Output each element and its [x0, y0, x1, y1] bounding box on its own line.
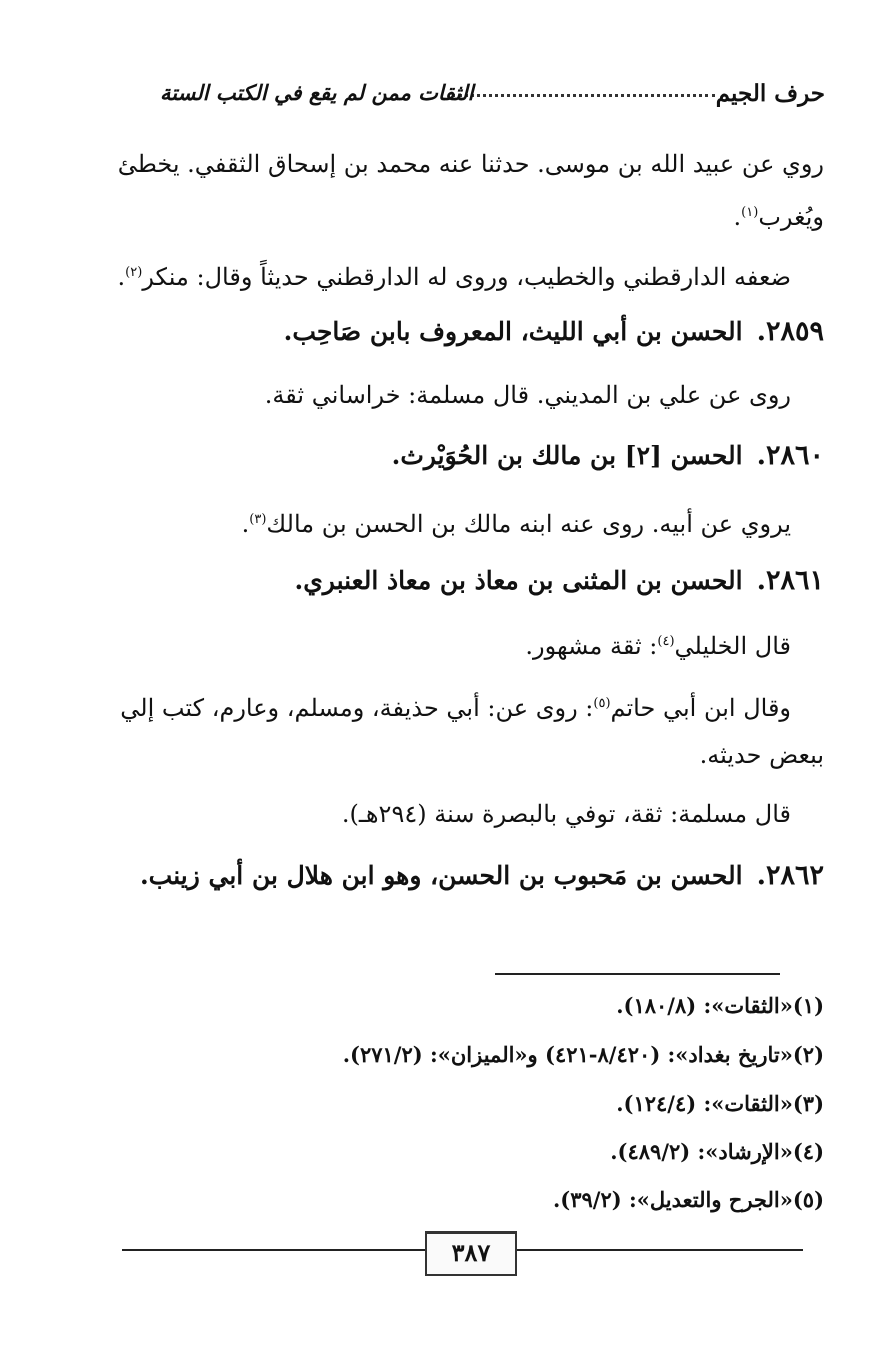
footnote-ref: (١): [741, 205, 759, 220]
paragraph-text: قال الخليلي: [674, 632, 791, 660]
entry-heading: [140, 858, 824, 894]
entry-heading: [284, 314, 824, 350]
entry-name: الحسن [٢] بن مالك بن الحُوَيْرث.: [391, 441, 743, 470]
page-number: ٣٨٧: [425, 1231, 517, 1276]
footnote: (٥)«الجرح والتعديل»: (٣٩/٢).: [552, 1187, 824, 1212]
paragraph-line: [734, 195, 824, 235]
running-header: [160, 74, 825, 114]
paragraph-text: ببعض حديثه.: [699, 741, 824, 769]
paragraph-line: [120, 686, 791, 726]
paragraph-line: [265, 377, 791, 413]
entry-number: ٢٨٦١.: [756, 565, 824, 596]
entry-heading: [295, 563, 824, 599]
paragraph-line: [342, 796, 791, 832]
footnote-separator: [495, 973, 780, 975]
entry-name: الحسن بن المثنى بن معاذ بن معاذ العنبري.: [294, 566, 743, 595]
book-title: الثقات ممن لم يقع في الكتب الستة: [160, 80, 474, 105]
paragraph-text: روي عن عبيد الله بن موسى. حدثنا عنه محمد بن إسحاق الثقفي. يخطئ: [117, 150, 824, 178]
paragraph-text: : روى عن: أبي حذيفة، ومسلم، وعارم، كتب إلي: [120, 694, 594, 722]
chapter-title: حرف الجيم: [715, 80, 825, 107]
footer-rule-left: [122, 1249, 425, 1251]
paragraph-line: [118, 255, 791, 295]
entry-number: ٢٨٦٢.: [756, 860, 824, 891]
paragraph-text: : ثقة مشهور.: [525, 632, 658, 660]
paragraph-text: .: [733, 203, 742, 231]
footnote: (٤)«الإرشاد»: (٤٨٩/٢).: [610, 1139, 824, 1164]
entry-number: ٢٨٥٩.: [756, 316, 824, 347]
paragraph-text: قال مسلمة: ثقة، توفي بالبصرة سنة (٢٩٤هـ).: [341, 800, 791, 828]
paragraph-text: يروي عن أبيه. روى عنه ابنه مالك بن الحسن بن مالك: [266, 510, 791, 538]
paragraph-text: .: [241, 510, 250, 538]
paragraph-line: [525, 624, 791, 664]
footnote-ref: (٢): [125, 265, 143, 280]
paragraph-text: ويُغرب: [758, 203, 824, 231]
entry-heading: [392, 438, 824, 474]
header-dot-leader: [452, 94, 715, 97]
footnote: (٢)«تاريخ بغداد»: (٨/٤٢٠-٤٢١) و«الميزان»: (٢٧١/٢).: [342, 1042, 824, 1067]
paragraph-text: روى عن علي بن المديني. قال مسلمة: خراساني ثقة.: [264, 381, 791, 409]
footer-rule-right: [513, 1249, 803, 1251]
paragraph-text: .: [117, 263, 126, 291]
entry-name: الحسن بن أبي الليث، المعروف بابن صَاحِب.: [283, 317, 743, 346]
footnote-ref: (٥): [593, 696, 611, 711]
footnote-ref: (٣): [249, 512, 267, 527]
entry-name: الحسن بن مَحبوب بن الحسن، وهو ابن هلال بن أبي زينب.: [139, 861, 743, 890]
footnote: (١)«الثقات»: (١٨٠/٨).: [616, 993, 824, 1018]
paragraph-text: ضعفه الدارقطني والخطيب، وروى له الدارقطني حديثاً وقال: منكر: [142, 263, 791, 291]
footnote-ref: (٤): [657, 634, 675, 649]
paragraph-line: [118, 146, 824, 182]
entry-number: ٢٨٦٠.: [756, 440, 824, 471]
paragraph-line: [242, 502, 791, 542]
paragraph-line: [700, 737, 824, 773]
paragraph-text: وقال ابن أبي حاتم: [610, 694, 791, 722]
footnote: (٣)«الثقات»: (١٢٤/٤).: [616, 1091, 824, 1116]
